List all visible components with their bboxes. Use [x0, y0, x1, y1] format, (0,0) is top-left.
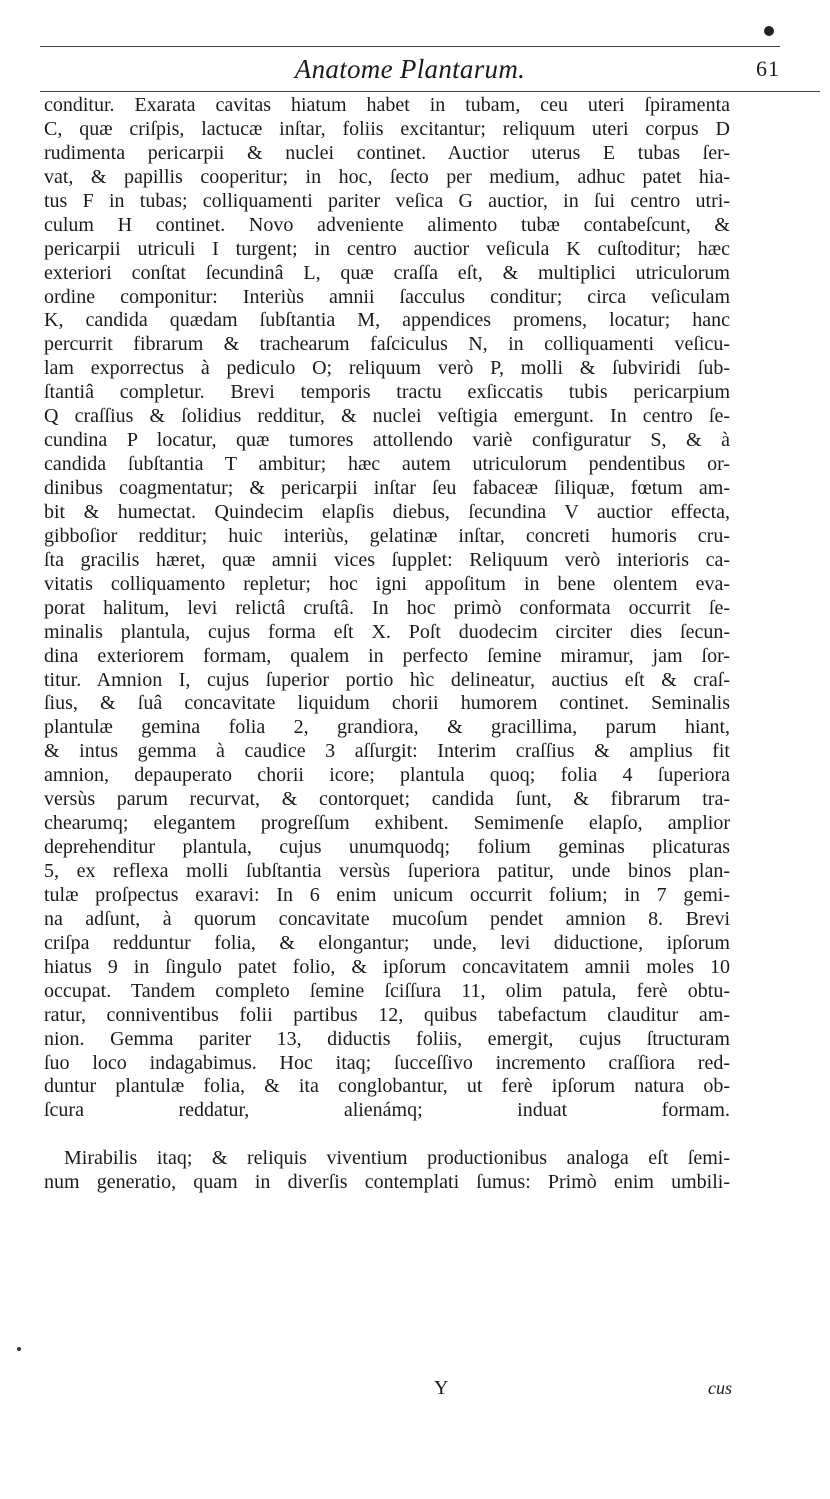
- text-line: percurrit fibrarum & trachearum faſciculus N, in colliquamenti veſicu-: [44, 333, 730, 356]
- catchword: cus: [708, 1378, 732, 1398]
- text-line: ſta gracilis hæret, quæ amnii vices ſupplet: Reliquum verò interioris ca-: [44, 548, 730, 571]
- text-line: hiatus 9 in ſingulo patet folio, & ipſorum concavitatem amnii moles 10: [44, 955, 730, 978]
- text-line: tus F in tubas; colliquamenti pariter veſica G auctior, in ſui centro utri-: [44, 189, 730, 212]
- text-line: conditur. Exarata cavitas hiatum habet in tubam, ceu uteri ſpiramenta: [44, 94, 730, 116]
- text-line: candida ſubſtantia T ambitur; hæc autem utriculorum pendentibus or-: [44, 453, 730, 476]
- text-line: exteriori conſtat ſecundinâ L, quæ craſſa eſt, & multiplici utriculorum: [44, 261, 730, 284]
- text-line: dinibus coagmentatur; & pericarpii inſtar ſeu fabaceæ ſiliquæ, fœtum am-: [44, 477, 730, 499]
- text-line: bit & humectat. Quindecim elapſis diebus, ſecundina V auctior effecta,: [44, 500, 730, 523]
- top-rule: [40, 46, 780, 47]
- header-rule: [40, 91, 820, 92]
- text-line: dina exteriorem formam, qualem in perfecto ſemine miramur, jam ſor-: [44, 644, 730, 667]
- signature-mark: Y: [434, 1377, 449, 1399]
- text-line: lam exporrectus à pediculo O; reliquum verò P, molli & ſubviridi ſub-: [44, 357, 730, 380]
- text-line: vitatis colliquamento repletur; hoc igni appoſitum in bene olentem eva-: [44, 572, 730, 595]
- running-title: Anatome Plantarum.: [294, 54, 526, 84]
- text-line: ordine componitur: Interiùs amnii ſacculus conditur; circa veſiculam: [44, 285, 730, 308]
- printer-ornament-mark: [764, 26, 774, 36]
- text-line: versùs parum recurvat, & contorquet; candida ſunt, & fibrarum tra-: [44, 788, 730, 811]
- page-number: 61: [756, 56, 780, 81]
- text-line: occupat. Tandem completo ſemine ſciſſura 11, olim patula, ferè obtu-: [44, 979, 730, 1002]
- text-line: Mirabilis itaq; & reliquis viventium productionibus analoga eſt ſemi-: [64, 1147, 730, 1170]
- text-line: ſtantiâ completur. Brevi temporis tractu exſiccatis tubis pericarpium: [44, 381, 730, 404]
- text-line: gibboſior redditur; huic interiùs, gelatinæ inſtar, concreti humoris cru-: [44, 524, 730, 547]
- text-line: nion. Gemma pariter 13, diductis foliis, emergit, cujus ſtructuram: [44, 1027, 730, 1050]
- text-line: ſuo loco indagabimus. Hoc itaq; ſucceſſivo incremento craſſiora red-: [44, 1051, 730, 1074]
- text-line: C, quæ criſpis, lactucæ inſtar, foliis excitantur; reliquum uteri corpus D: [44, 117, 730, 140]
- text-line: criſpa redduntur folia, & elongantur; unde, levi diductione, ipſorum: [44, 931, 730, 954]
- text-line: vat, & papillis cooperitur; in hoc, ſecto per medium, adhuc patet hia-: [44, 165, 730, 188]
- body-text: [44, 94, 730, 1195]
- text-line: & intus gemma à caudice 3 aſſurgit: Interim craſſius & amplius fit: [44, 740, 730, 763]
- paragraph-1: [44, 94, 730, 1147]
- text-line: ſcura reddatur, alienámq; induat formam.: [44, 1099, 730, 1122]
- margin-speck: [17, 1347, 21, 1351]
- paragraph-2: [44, 1147, 730, 1195]
- text-line: porat halitum, levi relictâ cruſtâ. In hoc primò conformata occurrit ſe-: [44, 596, 730, 619]
- text-line: tulæ proſpectus exaravi: In 6 enim unicum occurrit folium; in 7 gemi-: [44, 883, 730, 906]
- text-line: duntur plantulæ folia, & ita conglobantur, ut ferè ipſorum natura ob-: [44, 1075, 730, 1098]
- text-line: 5, ex reflexa molli ſubſtantia versùs ſuperiora patitur, unde binos plan-: [44, 860, 730, 882]
- text-line: [44, 1123, 730, 1147]
- text-line: na adſunt, à quorum concavitate mucoſum pendet amnion 8. Brevi: [44, 907, 730, 930]
- text-line: minalis plantula, cujus forma eſt X. Poſt duodecim circiter dies ſecun-: [44, 620, 730, 643]
- page-footer: [0, 1376, 830, 1402]
- text-line: Q craſſius & ſolidius redditur, & nuclei veſtigia emergunt. In centro ſe-: [44, 405, 730, 428]
- text-line: amnion, depauperato chorii icore; plantula quoq; folia 4 ſuperiora: [44, 764, 730, 787]
- text-line: pericarpii utriculi I turgent; in centro auctior veſicula K cuſtoditur; hæc: [44, 237, 730, 260]
- text-line: titur. Amnion I, cujus ſuperior portio hìc delineatur, auctius eſt & craſ-: [44, 668, 730, 691]
- text-line: chearumq; elegantem progreſſum exhibent. Semimenſe elapſo, amplior: [44, 812, 730, 835]
- text-line: deprehenditur plantula, cujus unumquodq; folium geminas plicaturas: [44, 836, 730, 859]
- text-line: plantulæ gemina folia 2, grandiora, & gracillima, parum hiant,: [44, 716, 730, 739]
- text-line: cundina P locatur, quæ tumores attollendo variè configuratur S, & à: [44, 429, 730, 452]
- text-line: ſius, & ſuâ concavitate liquidum chorii humorem continet. Seminalis: [44, 692, 730, 715]
- text-line: culum H continet. Novo adveniente alimento tubæ contabeſcunt, &: [44, 213, 730, 236]
- text-line: K, candida quædam ſubſtantia M, appendices promens, locatur; hanc: [44, 309, 730, 332]
- text-line: ratur, conniventibus folii partibus 12, quibus tabefactum clauditur am-: [44, 1003, 730, 1026]
- page-header: [40, 52, 780, 88]
- text-line: num generatio, quam in diverſis contemplati ſumus: Primò enim umbili-: [44, 1171, 730, 1194]
- text-line: rudimenta pericarpii & nuclei continet. Auctior uterus E tubas ſer-: [44, 141, 730, 164]
